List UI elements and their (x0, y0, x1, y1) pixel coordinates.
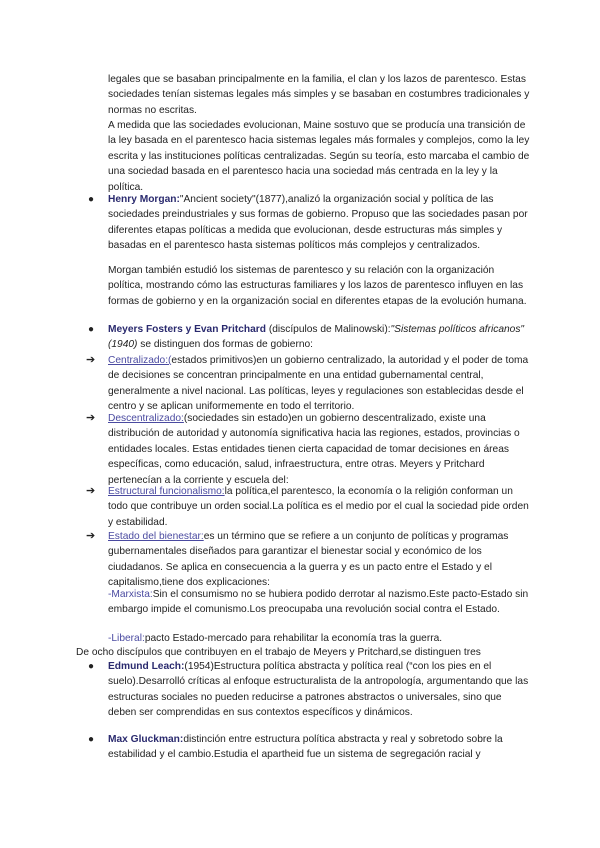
paragraph-maine-legal (108, 72, 530, 118)
explanation-marxista (108, 587, 530, 618)
bullet-icon: ● (88, 194, 95, 205)
paragraph-morgan-kinship (108, 263, 530, 309)
arrow-item-text: es un término que se refiere a un conjunto de políticas y programas gubernamentales diseñados para garantizar el bienestar social y económico de los ciudadanos. Se aplica en consecuencia a la guerra y es un pacto entre el Estado y el capitalismo,tiene dos explicaciones: (108, 531, 509, 589)
bullet-meyers-pritchard (108, 322, 530, 353)
bullet-icon: ● (88, 324, 95, 335)
explanation-label: -Liberal: (108, 633, 145, 644)
term-link[interactable]: Estructural funcionalismo: (108, 486, 225, 497)
arrow-right-icon: ➔ (86, 485, 96, 497)
author-name: Meyers Fosters y Evan Pritchard (108, 324, 266, 335)
bullet-text: (discípulos de Malinowski): (265, 324, 391, 335)
arrow-right-icon: ➔ (86, 412, 96, 424)
bullet-text: "Ancient society"(1877),analizó la organización social y política de las sociedades preindustriales y sus formas de gobierno. Propuso que las sociedades pasan por diferentes etapas políticas a medida que evolucionan, desde estructuras más simples y basadas en el parentesco hasta sistemas políticos más complejos y centralizados. (108, 194, 528, 252)
arrow-item-text: la política,el parentesco, la economía o la religión conforman un todo que contribuye un orden social.La política es el medio por el cual la sociedad pide orden y estabilidad. (108, 486, 529, 528)
author-name: Max Gluckman: (108, 734, 184, 745)
book-title: "Sistemas políticos africanos"(1940) (108, 324, 525, 351)
arrow-item-text: (sociedades sin estado)en un gobierno descentralizado, existe una distribución de autoridad y autonomía significativa hacia las regiones, estados, provincias o entidades locales. Estas entidades tienen cierta capacidad de tomar decisiones en áreas específicas, como educación, salud, infraestructura, entre otras. Meyers y Pritchard pertenecían a la corriente y escuela del: (108, 413, 520, 486)
bullet-henry-morgan (108, 192, 530, 254)
author-name: Henry Morgan: (108, 194, 180, 205)
paragraph-text: A medida que las sociedades evolucionan, Maine sostuvo que se producía una transición de la ley basada en el parentesco hacia sistemas legales más formales y complejos, como la ley escrita y las instituciones políticas centralizadas. Según su teoría, esto marcaba el cambio de una sociedad basada en el parentesco hacia una sociedad más centrada en la ley y la política. (108, 120, 530, 193)
term-link[interactable]: Estado del bienestar: (108, 531, 204, 542)
explanation-text: Sin el consumismo no se hubiera podido derrotar al nazismo.Este pacto-Estado sin embargo impide el comunismo.Los preocupaba una revolución social contra el Estado. (108, 589, 529, 616)
paragraph-text: Morgan también estudió los sistemas de parentesco y su relación con la organización política, mostrando cómo las estructuras familiares y los lazos de parentesco influyen en las formas de gobierno y en la organización social en diferentes etapas de la evolución humana. (108, 265, 527, 307)
paragraph-text: legales que se basaban principalmente en la familia, el clan y los lazos de parentesco. Estas sociedades tenían sistemas legales más simples y se basaban en costumbres tradicionales y normas no escritas. (108, 74, 530, 116)
arrow-right-icon: ➔ (86, 530, 96, 542)
arrow-item-text: estados primitivos)en un gobierno centralizado, la autoridad y el poder de toma de decisiones se concentran principalmente en una entidad gubernamental central, generalmente a nivel nacional. Las políticas, leyes y regulaciones son establecidas desde el centro y se aplican uniformemente en todo el territorio. (108, 355, 529, 413)
bullet-icon: ● (88, 734, 95, 745)
arrow-item-centralizado (108, 353, 530, 415)
bullet-text: (1954)Estructura política abstracta y política real (“con los pies en el suelo).Desarrolló críticas al enfoque estructuralista de la antropología, argumentando que las estructuras sociales no pueden reducirse a patrones abstractos o universales, sino que deben ser comprendidas en sus contextos específicos y dinámicos. (108, 661, 529, 719)
explanation-label: -Marxista: (108, 589, 153, 600)
author-name: Edmund Leach: (108, 661, 185, 672)
term-link[interactable]: Descentralizado: (108, 413, 184, 424)
bullet-icon: ● (88, 661, 95, 672)
arrow-item-estado-bienestar (108, 529, 530, 591)
paragraph-maine-transition (108, 118, 530, 195)
arrow-right-icon: ➔ (86, 354, 96, 366)
term-link[interactable]: Centralizado:( (108, 355, 172, 366)
bullet-max-gluckman (108, 732, 530, 763)
paragraph-text: De ocho discípulos que contribuyen en el trabajo de Meyers y Pritchard,se distinguen tres (76, 647, 481, 658)
bullet-text-continued: se distinguen dos formas de gobierno: (137, 339, 314, 351)
bullet-edmund-leach (108, 659, 530, 721)
arrow-item-descentralizado (108, 411, 530, 488)
arrow-item-estructural-funcionalismo (108, 484, 530, 530)
explanation-text: pacto Estado-mercado para rehabilitar la economía tras la guerra. (144, 633, 443, 644)
bullet-text: distinción entre estructura política abstracta y real y sobretodo sobre la estabilidad y el cambio.Estudia el apartheid fue un sistema de segregación racial y (108, 734, 503, 761)
